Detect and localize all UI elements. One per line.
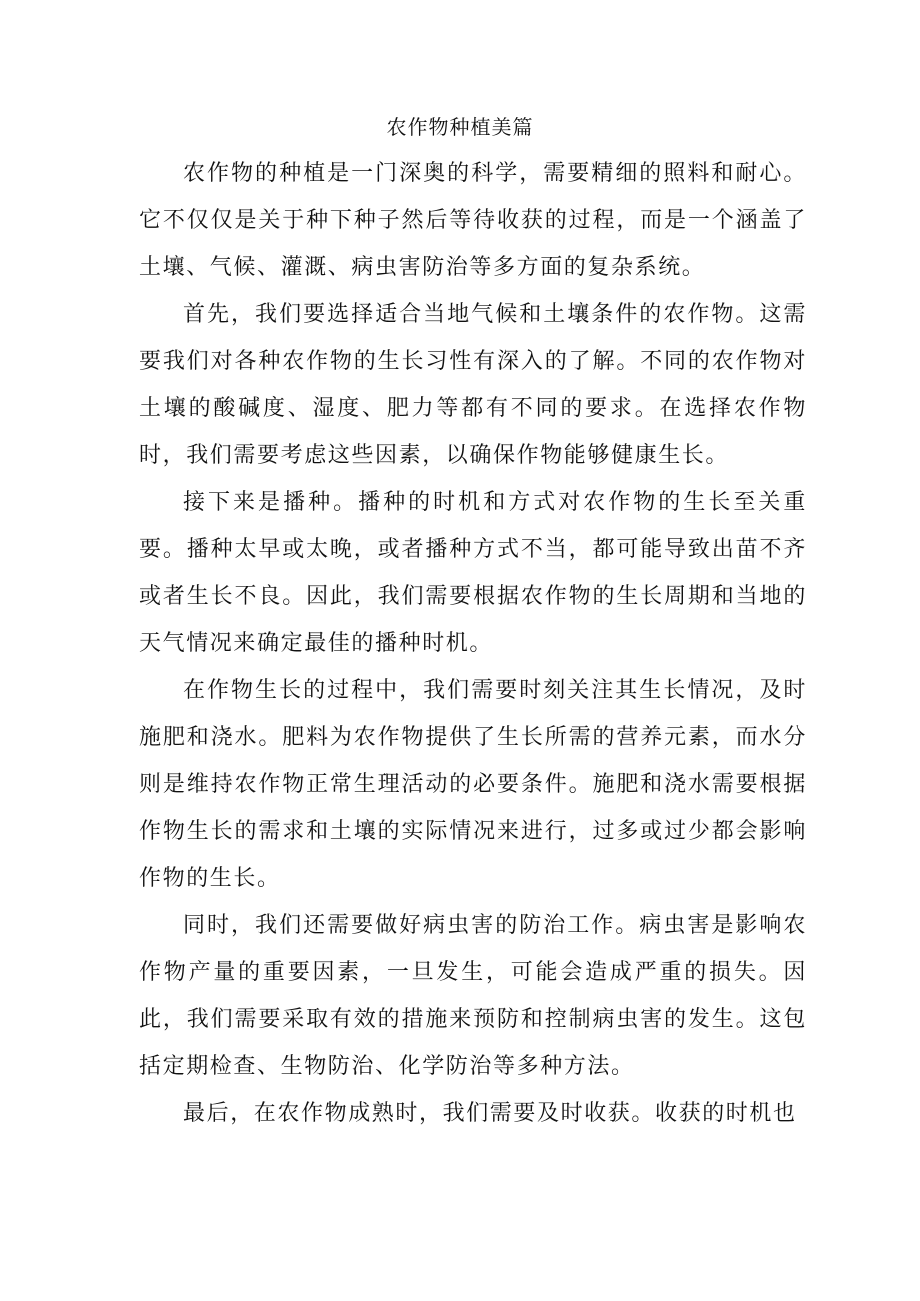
paragraph-5: 同时，我们还需要做好病虫害的防治工作。病虫害是影响农作物产量的重要因素，一旦发生，可能会造成严重的损失。因此，我们需要采取有效的措施来预防和控制病虫害的发生。这包括定期检查、生物防治、化学防治等多种方法。 [139,913,807,1079]
paragraph-6: 最后，在农作物成熟时，我们需要及时收获。收获的时机也 [183,1101,797,1126]
paragraph-4: 在作物生长的过程中，我们需要时刻关注其生长情况，及时施肥和浇水。肥料为农作物提供了生长所需的营养元素，而水分则是维持农作物正常生理活动的必要条件。施肥和浇水需要根据作物生长的需求和土壤的实际情况来进行，过多或过少都会影响作物的生长。 [139,678,807,891]
paragraph-1: 农作物的种植是一门深奥的科学，需要精细的照料和耐心。它不仅仅是关于种下种子然后等待收获的过程，而是一个涵盖了土壤、气候、灌溉、病虫害防治等多方面的复杂系统。 [139,161,807,280]
paragraph-3: 接下来是播种。播种的时机和方式对农作物的生长至关重要。播种太早或太晚，或者播种方式不当，都可能导致出苗不齐或者生长不良。因此，我们需要根据农作物的生长周期和当地的天气情况来确定最佳的播种时机。 [139,490,807,656]
document-title: 农作物种植美篇 [386,115,534,139]
paragraph-2: 首先，我们要选择适合当地气候和土壤条件的农作物。这需要我们对各种农作物的生长习性有深入的了解。不同的农作物对土壤的酸碱度、湿度、肥力等都有不同的要求。在选择农作物时，我们需要考虑这些因素，以确保作物能够健康生长。 [139,302,807,468]
document-body [139,150,807,1137]
